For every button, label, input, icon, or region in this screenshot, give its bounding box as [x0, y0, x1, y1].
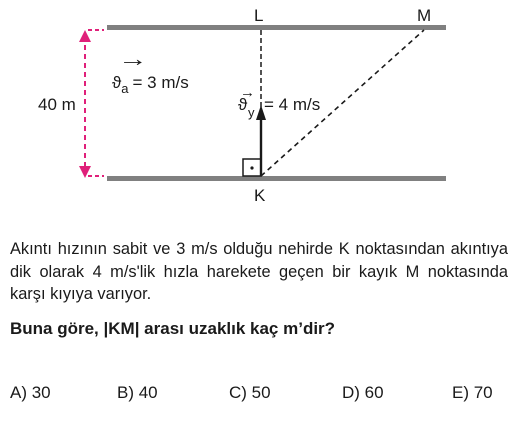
point-m-label: M [417, 6, 432, 25]
boat-velocity-subscript: y [248, 105, 255, 120]
current-velocity-subscript: a [121, 81, 129, 96]
boat-velocity-value: = 4 m/s [264, 95, 321, 114]
point-l-label: L [254, 6, 264, 25]
question-text: Akıntı hızının sabit ve 3 m/s olduğu nehirde K noktasından akıntıya dik olarak 4 m/s'lik hızla harekete geçen bir kayık M noktasında karşı kıyıya varıyor. [10, 240, 508, 303]
current-velocity-value: = 3 m/s [132, 73, 189, 92]
boat-vector-arrow: → [240, 84, 255, 101]
top-river-bank [107, 25, 446, 30]
option-e[interactable]: E) 70 [452, 383, 493, 402]
point-k-label: K [254, 186, 266, 205]
option-a[interactable]: A) 30 [10, 383, 51, 402]
current-vector-arrow: → [117, 45, 148, 72]
river-width-label: 40 m [38, 95, 76, 114]
right-angle-dot [250, 166, 253, 169]
boat-velocity-symbol: ϑ [238, 95, 248, 114]
answer-options [10, 383, 510, 407]
current-velocity-label [112, 73, 189, 96]
current-velocity-symbol: ϑ [112, 73, 122, 92]
bottom-river-bank [107, 176, 446, 181]
question-prompt: Buna göre, |KM| arası uzaklık kaç m’dir? [10, 319, 336, 338]
option-d[interactable]: D) 60 [342, 383, 384, 402]
option-c[interactable]: C) 50 [229, 383, 271, 402]
option-b[interactable]: B) 40 [117, 383, 158, 402]
